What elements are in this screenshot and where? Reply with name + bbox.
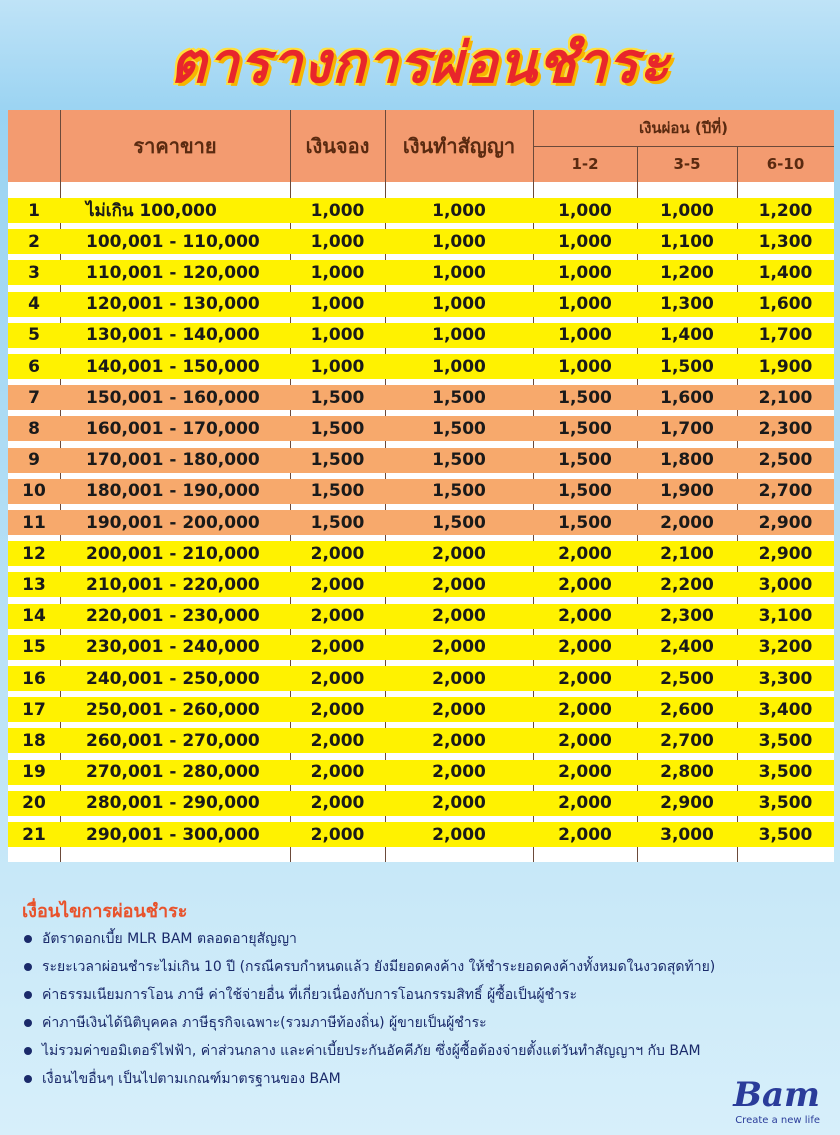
cell-y12: 1,000 [558, 262, 612, 283]
cell-y610: 1,300 [758, 231, 813, 252]
cell-y35: 2,900 [660, 793, 714, 814]
cell-deposit: 1,500 [310, 512, 365, 533]
cell-deposit: 2,000 [310, 793, 365, 814]
table-row [8, 666, 834, 691]
cell-y12: 1,000 [558, 294, 612, 315]
cell-y12: 2,000 [558, 730, 612, 751]
table-row [8, 697, 834, 722]
cell-no: 3 [28, 262, 40, 283]
cell-deposit: 2,000 [310, 762, 365, 783]
cell-contract: 1,500 [432, 418, 486, 439]
cell-price: 190,001 - 200,000 [86, 512, 260, 533]
header-divider [533, 146, 834, 147]
cell-price: 100,001 - 110,000 [86, 231, 260, 252]
bullet-icon [24, 1075, 32, 1083]
cell-contract: 2,000 [432, 762, 486, 783]
cell-price: 200,001 - 210,000 [86, 543, 260, 564]
cell-deposit: 2,000 [310, 574, 365, 595]
cell-y35: 1,700 [660, 418, 714, 439]
cell-price: 250,001 - 260,000 [86, 699, 260, 720]
cell-price: 290,001 - 300,000 [86, 824, 260, 845]
cell-y610: 3,000 [758, 574, 813, 595]
condition-text: ค่าธรรมเนียมการโอน ภาษี ค่าใช้จ่ายอื่น ที่เกี่ยวเนื่องกับการโอนกรรมสิทธิ์ ผู้ซื้อเป็นผู้ชำระ [42, 987, 578, 1003]
cell-y12: 1,500 [558, 481, 612, 502]
cell-contract: 2,000 [432, 637, 486, 658]
cell-deposit: 1,000 [310, 231, 365, 252]
cell-no: 1 [28, 200, 40, 221]
cell-y12: 1,500 [558, 512, 612, 533]
header-contract: เงินทำสัญญา [402, 134, 516, 158]
cell-y610: 1,200 [758, 200, 813, 221]
cell-no: 18 [22, 730, 46, 751]
cell-y610: 1,600 [758, 294, 813, 315]
cell-y610: 2,900 [758, 512, 813, 533]
bullet-icon [24, 963, 32, 971]
cell-y610: 3,500 [758, 762, 813, 783]
cell-y12: 2,000 [558, 824, 612, 845]
bullet-icon [24, 991, 32, 999]
table-header [8, 110, 834, 182]
cell-deposit: 1,500 [310, 450, 365, 471]
cell-y610: 2,100 [758, 387, 813, 408]
cell-deposit: 2,000 [310, 699, 365, 720]
cell-y35: 2,600 [660, 699, 714, 720]
cell-price: 120,001 - 130,000 [86, 294, 260, 315]
cell-price: ไม่เกิน 100,000 [86, 201, 217, 221]
cell-no: 20 [22, 793, 46, 814]
cell-no: 5 [28, 325, 40, 346]
cell-y35: 1,400 [660, 325, 714, 346]
cell-price: 260,001 - 270,000 [86, 730, 260, 751]
cell-y35: 2,100 [660, 543, 714, 564]
cell-y12: 2,000 [558, 762, 612, 783]
cell-deposit: 2,000 [310, 730, 365, 751]
table-row [8, 822, 834, 847]
cell-no: 13 [22, 574, 46, 595]
cell-no: 11 [22, 512, 46, 533]
cell-y610: 2,700 [758, 481, 813, 502]
table-row [8, 510, 834, 535]
cell-y12: 2,000 [558, 543, 612, 564]
table-row [8, 479, 834, 504]
bullet-icon [24, 1019, 32, 1027]
cell-contract: 2,000 [432, 668, 486, 689]
cell-price: 180,001 - 190,000 [86, 481, 260, 502]
condition-item [24, 1040, 701, 1062]
table-row [8, 728, 834, 753]
header-year-3-5: 3-5 [673, 155, 701, 173]
cell-price: 230,001 - 240,000 [86, 637, 260, 658]
cell-price: 270,001 - 280,000 [86, 762, 260, 783]
cell-y610: 2,300 [758, 418, 813, 439]
condition-text: ค่าภาษีเงินได้นิติบุคคล ภาษีธุรกิจเฉพาะ(รวมภาษีท้องถิ่น) ผู้ขายเป็นผู้ชำระ [42, 1015, 487, 1031]
bullet-icon [24, 1047, 32, 1055]
logo-tagline: Create a new life [735, 1115, 820, 1126]
cell-no: 15 [22, 637, 46, 658]
cell-y35: 2,300 [660, 606, 714, 627]
condition-item [24, 928, 297, 950]
header-year-1-2: 1-2 [571, 155, 599, 173]
table-row [8, 260, 834, 285]
cell-y35: 2,700 [660, 730, 714, 751]
cell-no: 12 [22, 543, 46, 564]
condition-item [24, 1012, 487, 1034]
table-row [8, 323, 834, 348]
cell-y12: 2,000 [558, 574, 612, 595]
cell-y12: 1,500 [558, 387, 612, 408]
cell-contract: 1,000 [432, 231, 486, 252]
condition-item [24, 956, 715, 978]
cell-y35: 1,600 [660, 387, 714, 408]
cell-no: 10 [22, 481, 46, 502]
conditions-section [10, 880, 830, 1130]
cell-y12: 1,500 [558, 450, 612, 471]
cell-contract: 2,000 [432, 730, 486, 751]
cell-deposit: 1,000 [310, 356, 365, 377]
cell-deposit: 1,000 [310, 262, 365, 283]
cell-contract: 2,000 [432, 606, 486, 627]
cell-price: 210,001 - 220,000 [86, 574, 260, 595]
cell-contract: 1,500 [432, 512, 486, 533]
cell-no: 19 [22, 762, 46, 783]
table-row [8, 791, 834, 816]
table-row [8, 354, 834, 379]
logo-text: Bam [733, 1075, 820, 1115]
table-row [8, 292, 834, 317]
cell-price: 150,001 - 160,000 [86, 387, 260, 408]
table-row [8, 541, 834, 566]
cell-y12: 1,000 [558, 200, 612, 221]
cell-y12: 2,000 [558, 793, 612, 814]
condition-text: เงื่อนไขอื่นๆ เป็นไปตามเกณฑ์มาตรฐานของ BAM [42, 1071, 341, 1087]
cell-y35: 2,400 [660, 637, 714, 658]
cell-y610: 1,400 [758, 262, 813, 283]
table-row [8, 604, 834, 629]
cell-price: 280,001 - 290,000 [86, 793, 260, 814]
table-row [8, 229, 834, 254]
cell-deposit: 2,000 [310, 637, 365, 658]
cell-contract: 2,000 [432, 543, 486, 564]
cell-y35: 2,000 [660, 512, 714, 533]
cell-deposit: 2,000 [310, 668, 365, 689]
cell-no: 4 [28, 294, 40, 315]
cell-no: 14 [22, 606, 46, 627]
cell-y35: 2,200 [660, 574, 714, 595]
cell-no: 21 [22, 824, 46, 845]
cell-price: 240,001 - 250,000 [86, 668, 260, 689]
cell-y610: 3,500 [758, 793, 813, 814]
cell-y35: 1,500 [660, 356, 714, 377]
cell-deposit: 1,000 [310, 294, 365, 315]
cell-y35: 1,800 [660, 450, 714, 471]
cell-contract: 2,000 [432, 793, 486, 814]
cell-deposit: 1,500 [310, 418, 365, 439]
cell-deposit: 1,000 [310, 200, 365, 221]
cell-deposit: 1,500 [310, 387, 365, 408]
cell-y12: 2,000 [558, 606, 612, 627]
cell-y610: 1,900 [758, 356, 813, 377]
cell-y610: 3,200 [758, 637, 813, 658]
cell-y35: 1,300 [660, 294, 714, 315]
cell-contract: 2,000 [432, 574, 486, 595]
cell-no: 17 [22, 699, 46, 720]
cell-no: 6 [28, 356, 40, 377]
cell-price: 130,001 - 140,000 [86, 325, 260, 346]
cell-y610: 3,500 [758, 730, 813, 751]
installment-table [8, 110, 834, 862]
table-row [8, 760, 834, 785]
cell-no: 8 [28, 418, 40, 439]
cell-y12: 2,000 [558, 699, 612, 720]
bullet-icon [24, 935, 32, 943]
cell-contract: 1,000 [432, 356, 486, 377]
cell-y35: 1,100 [660, 231, 714, 252]
table-row [8, 385, 834, 410]
cell-contract: 1,500 [432, 387, 486, 408]
page-title: ตารางการผ่อนชำระ [169, 31, 671, 96]
cell-price: 170,001 - 180,000 [86, 450, 260, 471]
table-row [8, 416, 834, 441]
cell-no: 2 [28, 231, 40, 252]
table-row [8, 572, 834, 597]
cell-y610: 3,500 [758, 824, 813, 845]
header-deposit: เงินจอง [305, 134, 370, 158]
cell-y35: 1,200 [660, 262, 714, 283]
cell-contract: 1,500 [432, 481, 486, 502]
cell-contract: 1,000 [432, 294, 486, 315]
table-row [8, 635, 834, 660]
cell-deposit: 2,000 [310, 543, 365, 564]
cell-contract: 2,000 [432, 699, 486, 720]
header-price: ราคาขาย [133, 134, 217, 158]
cell-deposit: 1,500 [310, 481, 365, 502]
cell-deposit: 2,000 [310, 606, 365, 627]
cell-y610: 3,100 [758, 606, 813, 627]
table-row [8, 448, 834, 473]
cell-y610: 3,400 [758, 699, 813, 720]
cell-y35: 1,900 [660, 481, 714, 502]
condition-text: ไม่รวมค่าขอมิเตอร์ไฟฟ้า, ค่าส่วนกลาง และค่าเบี้ยประกันอัคคีภัย ซึ่งผู้ซื้อต้องจ่ายตั้งแต่วันทำสัญญาฯ กับ BAM [42, 1043, 701, 1059]
cell-y12: 1,000 [558, 356, 612, 377]
cell-y35: 3,000 [660, 824, 714, 845]
bam-logo [733, 1075, 820, 1126]
cell-no: 16 [22, 668, 46, 689]
cell-deposit: 2,000 [310, 824, 365, 845]
cell-y12: 1,000 [558, 231, 612, 252]
condition-text: ระยะเวลาผ่อนชำระไม่เกิน 10 ปี (กรณีครบกำหนดแล้ว ยังมียอดคงค้าง ให้ชำระยอดคงค้างทั้งหมดในงวดสุดท้าย) [42, 959, 716, 975]
cell-price: 220,001 - 230,000 [86, 606, 260, 627]
cell-price: 160,001 - 170,000 [86, 418, 260, 439]
cell-contract: 2,000 [432, 824, 486, 845]
cell-y12: 1,500 [558, 418, 612, 439]
header-installment: เงินผ่อน (ปีที่) [638, 119, 729, 137]
cell-y35: 2,800 [660, 762, 714, 783]
cell-y610: 1,700 [758, 325, 813, 346]
cell-y12: 2,000 [558, 668, 612, 689]
cell-contract: 1,000 [432, 262, 486, 283]
header-year-6-10: 6-10 [766, 155, 805, 173]
cell-y610: 2,500 [758, 450, 813, 471]
cell-y35: 1,000 [660, 200, 714, 221]
cell-y12: 1,000 [558, 325, 612, 346]
cell-contract: 1,500 [432, 450, 486, 471]
conditions-title: เงื่อนไขการผ่อนชำระ [22, 901, 188, 922]
condition-text: อัตราดอกเบี้ย MLR BAM ตลอดอายุสัญญา [42, 931, 297, 947]
cell-price: 140,001 - 150,000 [86, 356, 260, 377]
cell-y35: 2,500 [660, 668, 714, 689]
condition-item [24, 984, 577, 1006]
cell-y610: 2,900 [758, 543, 813, 564]
table-row [8, 198, 834, 223]
cell-contract: 1,000 [432, 325, 486, 346]
cell-no: 7 [28, 387, 40, 408]
cell-no: 9 [28, 450, 40, 471]
cell-deposit: 1,000 [310, 325, 365, 346]
cell-contract: 1,000 [432, 200, 486, 221]
cell-price: 110,001 - 120,000 [86, 262, 260, 283]
cell-y12: 2,000 [558, 637, 612, 658]
cell-y610: 3,300 [758, 668, 813, 689]
condition-item [24, 1068, 341, 1090]
